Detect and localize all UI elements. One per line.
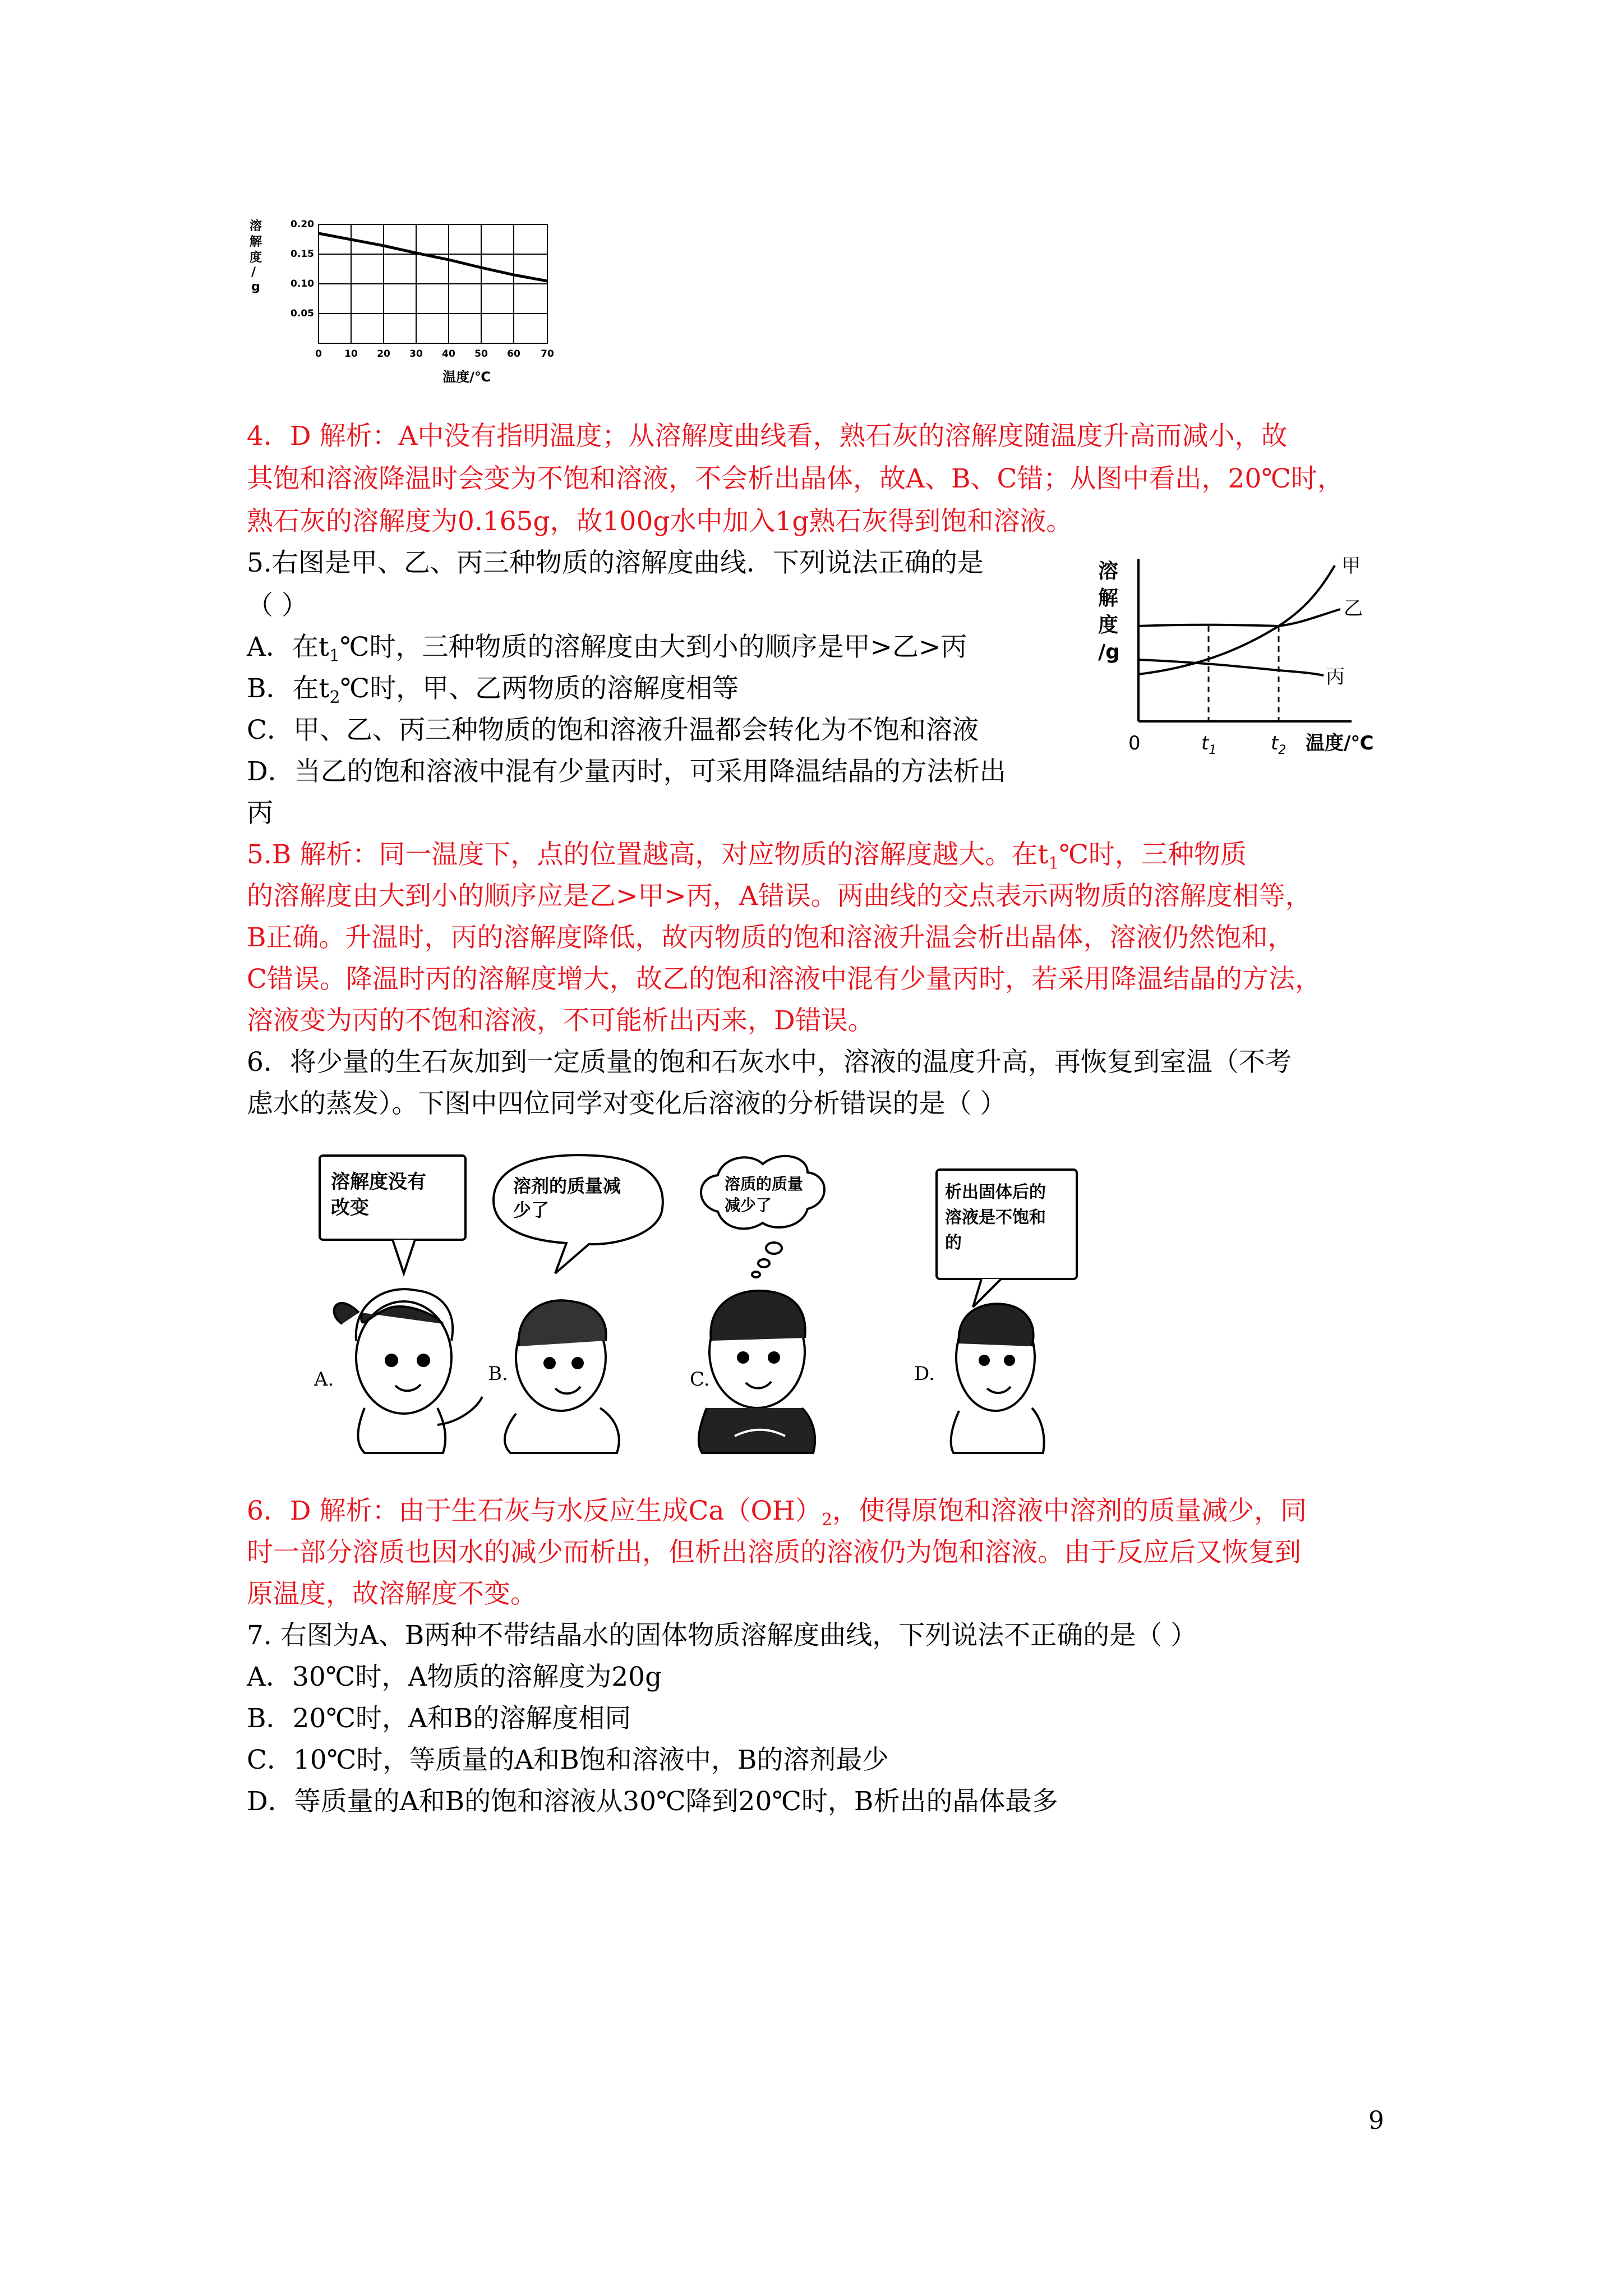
y-axis-label-char: 溶: [250, 219, 262, 233]
question-7-stem: 7. 右图为A、B两种不带结晶水的固体物质溶解度曲线，下列说法不正确的是（ ）: [247, 1620, 1197, 1651]
bubble-b-line-2: 少了: [513, 1199, 550, 1221]
solubility-chart-1: [236, 213, 572, 398]
y-tick-label: 0.10: [291, 278, 314, 289]
student-a: [313, 1156, 482, 1453]
student-d-label: D.: [914, 1363, 935, 1385]
student-b-label: B.: [488, 1363, 508, 1385]
curve-label-bing: 丙: [1326, 666, 1345, 688]
bubble-b-line-1: 溶剂的质量减: [513, 1175, 621, 1197]
bubble-d-line-3: 的: [945, 1233, 962, 1253]
origin-label: 0: [1128, 732, 1141, 754]
bubble-c-line-2: 减少了: [725, 1196, 772, 1214]
question-6-line-2: 虑水的蒸发）。下图中四位同学对变化后溶液的分析错误的是（ ）: [247, 1088, 1007, 1119]
y-tick-label: 0.05: [291, 308, 314, 319]
y-axis-label-char: g: [251, 280, 260, 294]
answer-5-line-5: 溶液变为丙的不饱和溶液，不可能析出丙来，D错误。: [247, 1005, 874, 1036]
y-axis-label-char: 度: [250, 251, 262, 265]
question-5-option-b: B．在$t_2℃$时，甲、乙两物质的溶解度相等: [247, 673, 739, 707]
answer-5-line-4: C错误。降温时丙的溶解度增大，故乙的饱和溶液中混有少量丙时，若采用降温结晶的方法，: [247, 964, 1321, 995]
curve-label-yi: 乙: [1344, 597, 1363, 620]
question-6-line-1: 6．将少量的生石灰加到一定质量的饱和石灰水中，溶液的温度升高，再恢复到室温（不考: [247, 1047, 1292, 1078]
answer-4-line-1: 4．D 解析：A中没有指明温度；从溶解度曲线看，熟石灰的溶解度随温度升高而减小，故: [247, 421, 1288, 452]
chart1-grid: [319, 224, 547, 343]
x-tick-label-t1: $t_1$: [1201, 732, 1217, 757]
question-5-stem: 5.右图是甲、乙、丙三种物质的溶解度曲线．下列说法正确的是: [247, 547, 984, 578]
bubble-a-line-2: 改变: [331, 1197, 369, 1219]
curve-bing: [1138, 660, 1324, 675]
x-tick-label: 60: [507, 348, 520, 360]
bubble-a-line-1: 溶解度没有: [331, 1171, 426, 1193]
y-axis-label-char: /g: [1098, 641, 1120, 664]
y-axis-label-char: 解: [1098, 587, 1119, 610]
y-axis-label-char: 解: [250, 235, 262, 249]
question-5-option-d: D．当乙的饱和溶液中混有少量丙时，可采用降温结晶的方法析出: [247, 756, 1006, 787]
x-tick-label: 20: [377, 348, 390, 360]
y-tick-label: 0.20: [291, 219, 314, 230]
question-7-option-b: B．20℃时，A和B的溶解度相同: [247, 1703, 631, 1734]
question-7-option-a: A．30℃时，A物质的溶解度为20g: [247, 1662, 662, 1692]
curve-label-jia: 甲: [1341, 555, 1361, 577]
page-number: 9: [1368, 2106, 1384, 2135]
student-b: [488, 1155, 663, 1453]
x-tick-label-t2: $t_2$: [1271, 732, 1287, 757]
answer-5-line-2: 的溶解度由大到小的顺序应是乙>甲>丙，A错误。两曲线的交点表示两物质的溶解度相等，: [247, 881, 1312, 912]
answer-6-line-3: 原温度，故溶解度不变。: [247, 1579, 537, 1609]
question-5-option-a: A．在$t_1℃$时，三种物质的溶解度由大到小的顺序是甲>乙>丙: [247, 632, 967, 666]
question-5-option-c: C．甲、乙、丙三种物质的饱和溶液升温都会转化为不饱和溶液: [247, 715, 979, 746]
x-tick-label: 10: [344, 348, 358, 360]
bubble-d-line-1: 析出固体后的: [945, 1182, 1046, 1202]
x-tick-label: 30: [409, 348, 423, 360]
y-axis-label-char: 溶: [1098, 560, 1119, 583]
answer-4-line-3: 熟石灰的溶解度为0.165g，故100g水中加入1g熟石灰得到饱和溶液。: [247, 506, 1073, 537]
x-tick-label: 50: [474, 348, 488, 360]
solubility-chart-2: [1094, 555, 1385, 763]
student-d: [914, 1170, 1077, 1453]
x-tick-label: 40: [442, 348, 455, 360]
x-axis-label: 温度/℃: [1306, 732, 1374, 754]
answer-6-line-2: 时一部分溶质也因水的减少而析出，但析出溶质的溶液仍为饱和溶液。由于反应后又恢复到: [247, 1537, 1301, 1568]
answer-6-line-1: 6．D 解析：由于生石灰与水反应生成$Ca(OH)_2$，使得原饱和溶液中溶剂的质量减少，同: [247, 1496, 1307, 1530]
student-a-label: A.: [314, 1368, 334, 1391]
answer-5-line-1: 5.B 解析：同一温度下，点的位置越高，对应物质的溶解度越大。在$t_1℃$时，三种物质: [247, 839, 1247, 873]
question-7-option-d: D．等质量的A和B的饱和溶液从30℃降到20℃时，B析出的晶体最多: [247, 1786, 1058, 1817]
y-axis-label-char: /: [251, 265, 256, 279]
answer-4-line-2: 其饱和溶液降温时会变为不饱和溶液，不会析出晶体，故A、B、C错；从图中看出，20℃时，: [247, 463, 1344, 494]
curve-yi: [1138, 609, 1340, 626]
student-c-label: C.: [690, 1368, 710, 1391]
solubility-curve: [319, 233, 547, 281]
answer-5-line-3: B正确。升温时，丙的溶解度降低，故丙物质的饱和溶液升温会析出晶体，溶液仍然饱和，: [247, 922, 1294, 953]
bubble-c-line-1: 溶质的质量: [725, 1175, 804, 1193]
question-5-option-d-cont: 丙: [247, 798, 273, 829]
student-cartoon-figure: [303, 1144, 1099, 1458]
student-c: [690, 1156, 824, 1453]
x-axis-label: 温度/℃: [442, 369, 491, 385]
question-5-bracket: （ ）: [247, 590, 308, 621]
x-tick-label: 0: [315, 348, 322, 360]
y-axis-label-char: 度: [1098, 614, 1119, 637]
bubble-d-line-2: 溶液是不饱和: [945, 1208, 1046, 1227]
x-tick-label: 70: [541, 348, 554, 360]
y-tick-label: 0.15: [291, 249, 314, 260]
question-7-option-c: C．10℃时，等质量的A和B饱和溶液中，B的溶剂最少: [247, 1745, 889, 1775]
